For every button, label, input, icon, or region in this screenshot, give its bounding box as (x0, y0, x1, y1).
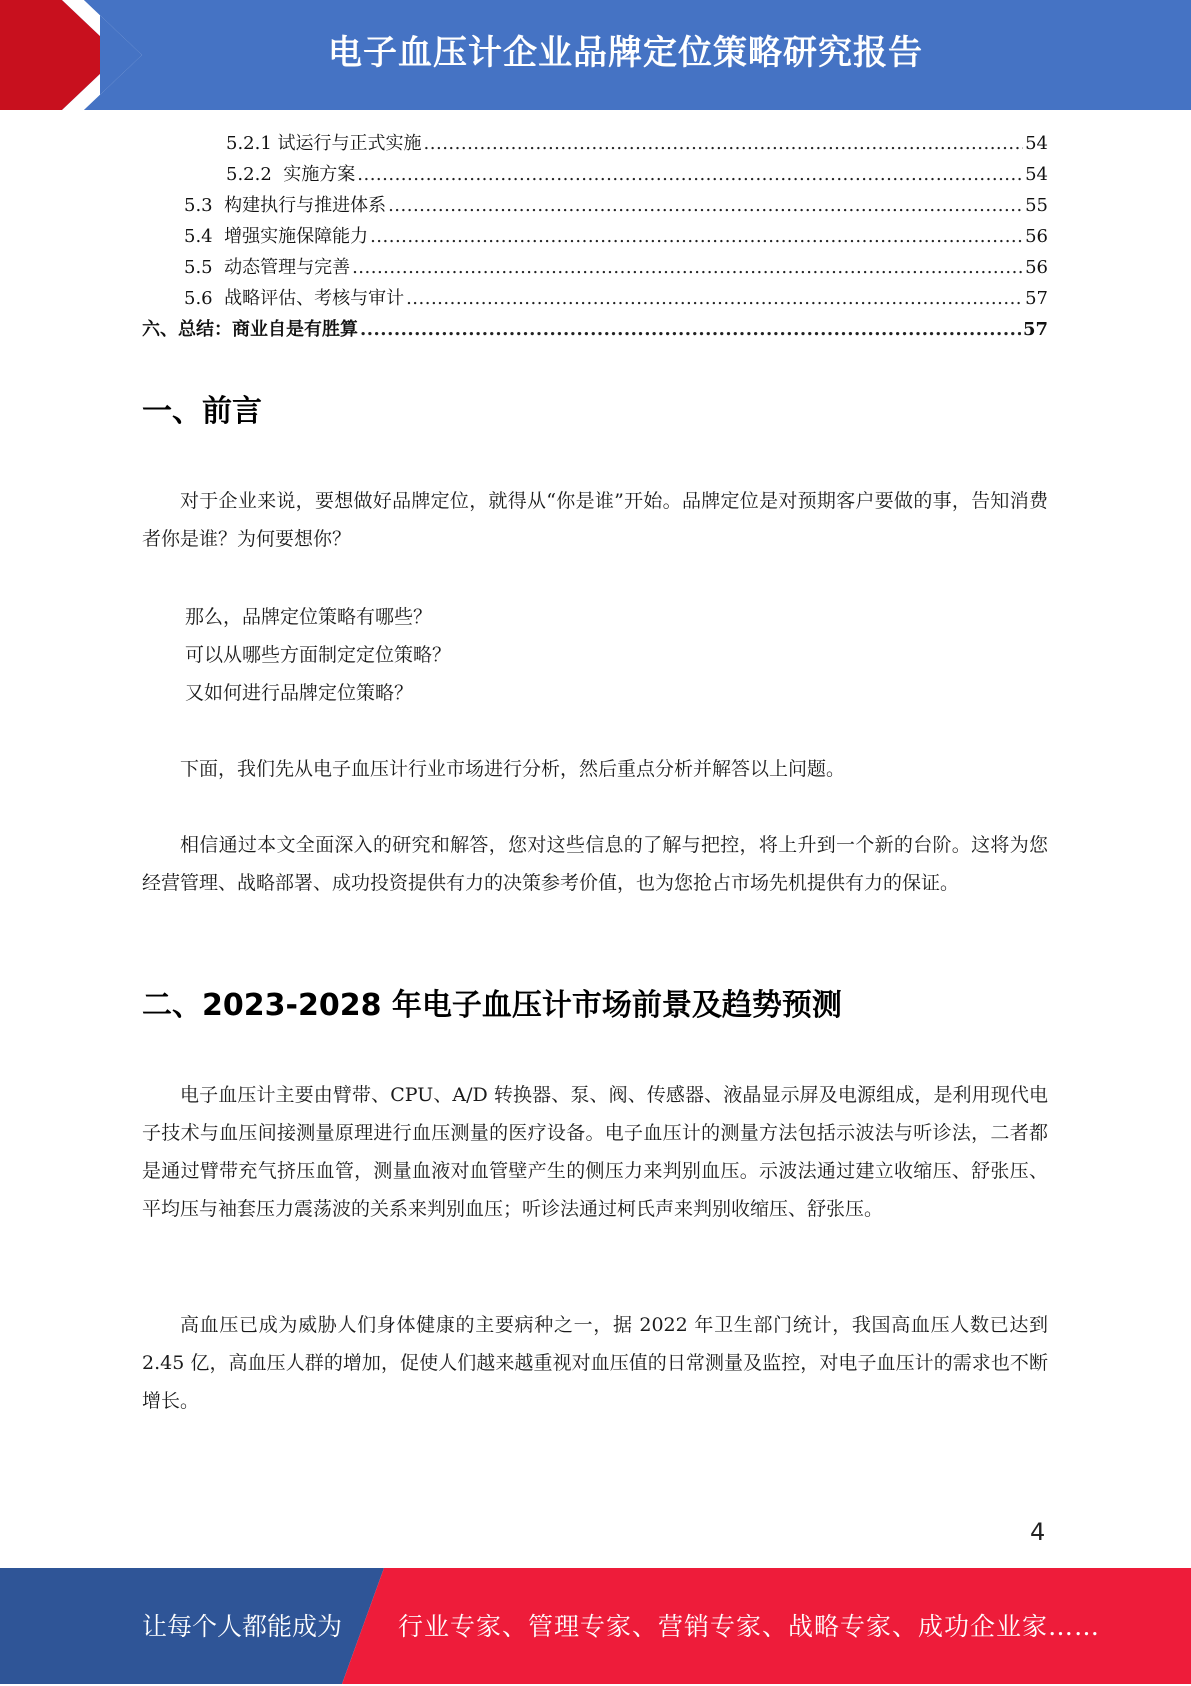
toc-entry-page: 54 (1025, 164, 1048, 185)
toc-entry-title: 战略评估、考核与审计 (224, 288, 405, 309)
toc-entry-page: 56 (1025, 257, 1048, 278)
toc-entry[interactable] (142, 314, 1048, 345)
section-heading-market-forecast: 二、2023-2028 年电子血压计市场前景及趋势预测 (142, 988, 842, 1023)
page-footer (0, 1568, 1191, 1684)
toc-entry[interactable] (142, 190, 1048, 221)
toc-leader-dots (357, 159, 1023, 190)
footer-slogan-right: 行业专家、管理专家、营销专家、战略专家、成功企业家…… (398, 1612, 1101, 1641)
toc-leader-dots (388, 190, 1023, 221)
toc-entry-page: 54 (1025, 133, 1048, 154)
toc-entry[interactable] (142, 128, 1048, 159)
paragraph: 高血压已成为威胁人们身体健康的主要病种之一，据 2022 年卫生部门统计，我国高血压人数已达到 2.45 亿，高血压人群的增加，促使人们越来越重视对血压值的日常测量及监控，对电子血压计的需求也不断增长。 (142, 1314, 1048, 1412)
toc-entry-title: 试运行与正式实施 (277, 133, 422, 154)
toc-entry-number: 5.6 (184, 288, 225, 309)
toc-leader-dots (406, 283, 1023, 314)
toc-entry-title: 动态管理与完善 (224, 257, 351, 278)
page-header (0, 0, 1191, 110)
paragraph: 相信通过本文全面深入的研究和解答，您对这些信息的了解与把控，将上升到一个新的台阶。这将为您经营管理、战略部署、成功投资提供有力的决策参考价值，也为您抢占市场先机提供有力的保证。 (142, 834, 1048, 894)
question-line: 又如何进行品牌定位策略？ (185, 682, 414, 704)
toc-leader-dots (370, 221, 1023, 252)
toc-entry[interactable] (142, 283, 1048, 314)
paragraph: 对于企业来说，要想做好品牌定位，就得从“你是谁”开始。品牌定位是对预期客户要做的事，告知消费者你是谁？为何要想你？ (142, 490, 1048, 550)
question-line: 可以从哪些方面制定定位策略？ (185, 644, 452, 666)
section-heading-preface: 一、前言 (142, 394, 262, 429)
toc-entry-number: 5.2.2 (226, 164, 284, 185)
toc-entry-title: 实施方案 (283, 164, 356, 185)
toc-entry-page: 57 (1022, 319, 1048, 340)
toc-entry-page: 56 (1025, 226, 1048, 247)
toc-leader-dots (424, 128, 1024, 159)
toc-entry-number: 5.3 (184, 195, 225, 216)
paragraph: 电子血压计主要由臂带、CPU、A/D 转换器、泵、阀、传感器、液晶显示屏及电源组成，是利用现代电子技术与血压间接测量原理进行血压测量的医疗设备。电子血压计的测量方法包括示波法与听诊法，二者都是通过臂带充气挤压血管，测量血液对血管壁产生的侧压力来判别血压。示波法通过建立收缩压、舒张压、平均压与袖套压力震荡波的关系来判别血压；听诊法通过柯氏声来判别收缩压、舒张压。 (142, 1084, 1048, 1220)
toc-entry-number: 5.2.1 (226, 133, 278, 154)
toc-entry-number: 5.4 (184, 226, 225, 247)
toc-entry-title: 构建执行与推进体系 (224, 195, 387, 216)
toc-entry-page: 55 (1025, 195, 1048, 216)
table-of-contents (142, 128, 1048, 345)
toc-entry[interactable] (142, 159, 1048, 190)
question-line: 那么，品牌定位策略有哪些？ (185, 606, 433, 628)
page-number: 4 (1030, 1518, 1046, 1546)
toc-entry-page: 57 (1025, 288, 1048, 309)
paragraph: 下面，我们先从电子血压计行业市场进行分析，然后重点分析并解答以上问题。 (180, 758, 846, 780)
toc-entry-title: 六、总结：商业自是有胜算 (142, 319, 358, 340)
toc-entry[interactable] (142, 252, 1048, 283)
document-title: 电子血压计企业品牌定位策略研究报告 (328, 33, 923, 73)
footer-slogan-left: 让每个人都能成为 (142, 1612, 343, 1641)
toc-entry-title: 增强实施保障能力 (224, 226, 369, 247)
toc-leader-dots (360, 314, 1021, 345)
toc-entry[interactable] (142, 221, 1048, 252)
toc-leader-dots (352, 252, 1023, 283)
toc-entry-number: 5.5 (184, 257, 225, 278)
